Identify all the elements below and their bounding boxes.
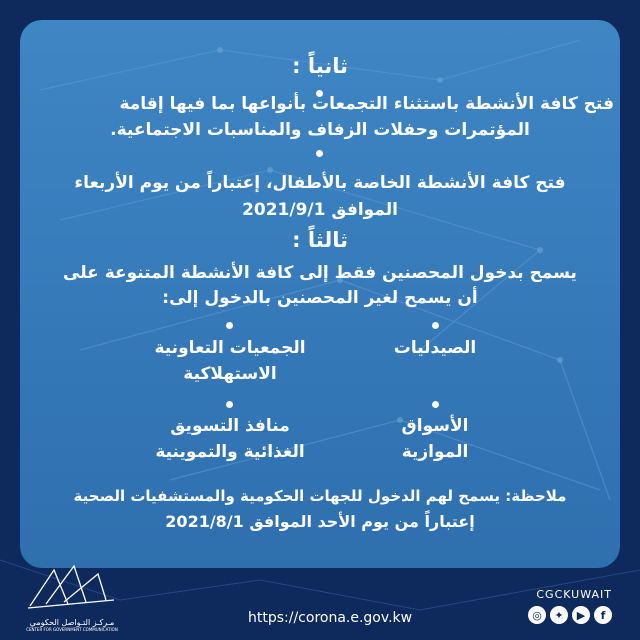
bullet-dot: [316, 150, 323, 157]
bullet-dot: [226, 401, 233, 408]
instagram-icon[interactable]: ◎: [528, 606, 546, 624]
place-parallel-line2: الموازية: [401, 442, 469, 462]
place-coops-line1: الجمعيات التعاونية: [154, 338, 306, 358]
twitter-icon[interactable]: ✦: [550, 606, 568, 624]
place-coops-line2: الاستهلاكية: [183, 364, 277, 384]
note-line1: ملاحظة: يسمح لهم الدخول للجهات الحكومية والمستشفيات الصحية: [73, 487, 567, 505]
place-parallel-line1: الأسواق: [401, 416, 469, 436]
bullet-dot: [432, 322, 439, 329]
bullet-dot: [226, 322, 233, 329]
bullet2-line1: فتح كافة الأنشطة الخاصة بالأطفال، إعتباراً من يوم الأربعاء: [74, 173, 566, 193]
sail-logo-icon: [24, 560, 120, 612]
place-outlets-line2: الغذائية والتموينية: [155, 442, 305, 462]
place-pharmacies: الصيدليات: [393, 338, 477, 358]
cgc-logo: [24, 560, 120, 632]
bullet1-line1: فتح كافة الأنشطة باستثناء التجمعات بأنواعها بما فيها إقامة: [119, 94, 614, 114]
bullet1-line2: المؤتمرات وحفلات الزفاف والمناسبات الاجتماعية.: [110, 120, 530, 140]
bullet2-line2: الموافق 2021/9/1: [242, 200, 398, 220]
facebook-icon[interactable]: f: [594, 606, 612, 624]
logo-arabic-text: مـركـز التـواصل الحكومي: [29, 618, 115, 627]
social-handle: CGCKUWAIT: [536, 588, 612, 601]
content-card: [20, 20, 620, 568]
place-outlets-line1: منافذ التسويق: [170, 416, 290, 436]
heading-second: ثانياً :: [292, 54, 348, 78]
bullet-dot: [432, 401, 439, 408]
logo-english-text: CENTER FOR GOVERNMENT COMMUNICATION: [26, 627, 118, 632]
third-line1: يسمح بدخول المحصنين فقط إلى كافة الأنشطة المتنوعة على: [63, 263, 577, 283]
third-line2: أن يسمح لغير المحصنين بالدخول إلى:: [162, 288, 478, 308]
note-line2: إعتباراً من يوم الأحد الموافق 2021/8/1: [165, 512, 475, 531]
footer-url-link[interactable]: https://corona.e.gov.kw: [248, 610, 413, 626]
youtube-icon[interactable]: ▶: [572, 606, 590, 624]
social-icons: [528, 606, 612, 624]
heading-third: ثالثاً :: [292, 228, 348, 252]
